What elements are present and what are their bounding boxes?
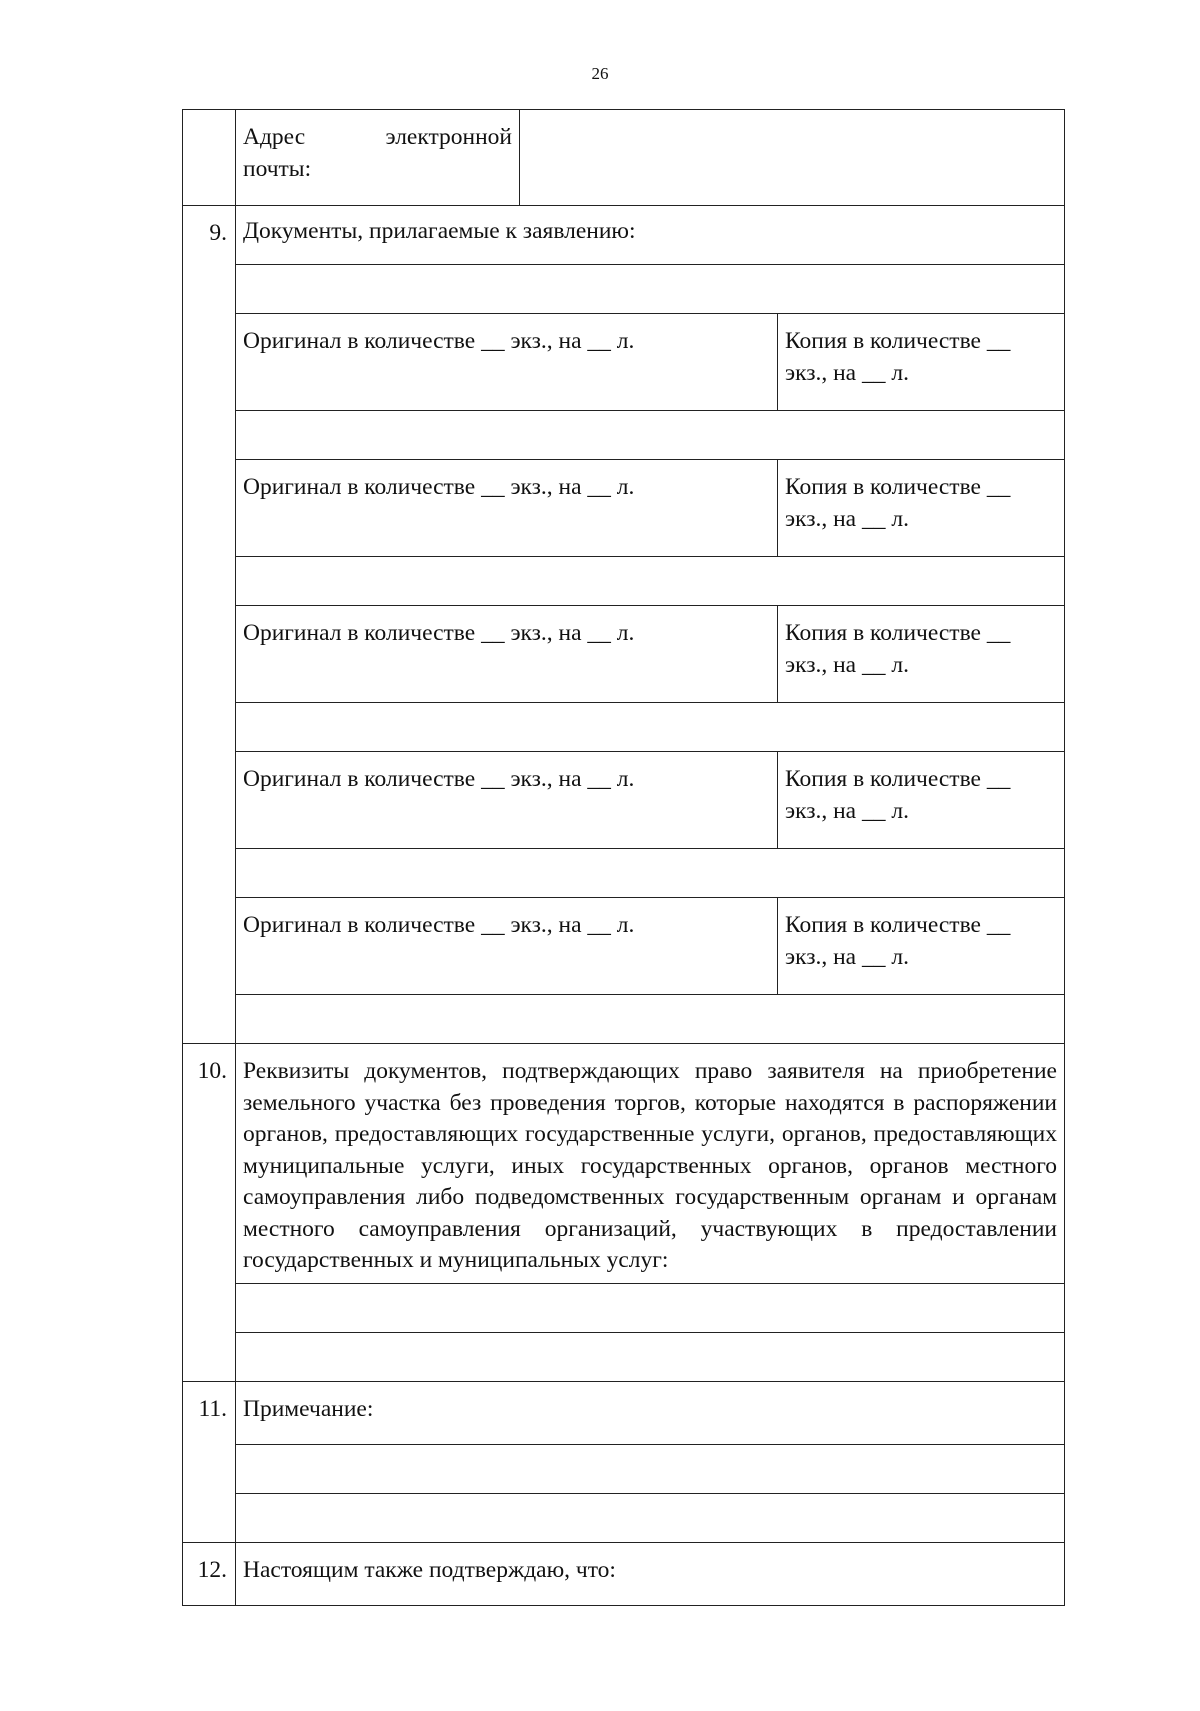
section-12-title: Настоящим также подтверждаю, что:: [236, 1542, 1065, 1605]
copy-line2: экз., на __ л.: [785, 359, 909, 386]
original-count-field[interactable]: Оригинал в количестве __ экз., на __ л.: [236, 606, 778, 703]
copy-line1: Копия в количестве __: [785, 474, 1011, 500]
section-9-title: Документы, прилагаемые к заявлению:: [236, 206, 1065, 265]
section-11-number: 11.: [183, 1381, 236, 1542]
copy-line1: Копия в количестве __: [785, 328, 1011, 354]
section-10-text: Реквизиты документов, подтверждающих право заявителя на приобретение земельного участка без проведения торгов, которые находятся в распоряжении органов, предоставляющих государственные услуги, органов, предоставляющих муниципальные услуги, иных государственных органов, органов местного самоуправления либо подведомственных государственным органам и органам местного самоуправления организаций, участвующих в предоставлении государственных и муниципальных услуг:: [236, 1044, 1065, 1284]
copy-line2: экз., на __ л.: [785, 651, 909, 678]
email-label: [236, 110, 520, 206]
section-10-header-row: [183, 1044, 1065, 1284]
document-row: [183, 460, 1065, 557]
section-11-header-row: [183, 1381, 1065, 1444]
application-form-table: [182, 109, 1065, 1606]
section-9-header-row: [183, 206, 1065, 265]
email-row: [183, 110, 1065, 206]
original-count-field[interactable]: Оригинал в количестве __ экз., на __ л.: [236, 898, 778, 995]
document-row: [183, 314, 1065, 411]
document-name-field[interactable]: [236, 557, 1065, 606]
document-name-field[interactable]: [236, 265, 1065, 314]
email-field[interactable]: [520, 110, 1065, 206]
section-9-number: 9.: [183, 206, 236, 1044]
page-number: 26: [591, 64, 609, 83]
copy-line1: Копия в количестве __: [785, 766, 1011, 792]
copy-count-field[interactable]: [778, 314, 1065, 411]
document-row: [183, 752, 1065, 849]
email-label-line1: Адрес электронной: [243, 124, 512, 150]
document-name-field[interactable]: [236, 849, 1065, 898]
section-11-title: Примечание:: [236, 1381, 1065, 1444]
email-label-line2: почты:: [243, 155, 312, 182]
copy-line2: экз., на __ л.: [785, 797, 909, 824]
document-name-field[interactable]: [236, 411, 1065, 460]
original-count-field[interactable]: Оригинал в количестве __ экз., на __ л.: [236, 314, 778, 411]
copy-line1: Копия в количестве __: [785, 912, 1011, 938]
copy-count-field[interactable]: [778, 752, 1065, 849]
copy-line2: экз., на __ л.: [785, 943, 909, 970]
document-name-field[interactable]: [236, 703, 1065, 752]
copy-line1: Копия в количестве __: [785, 620, 1011, 646]
note-field[interactable]: [236, 1444, 1065, 1493]
section-10-number: 10.: [183, 1044, 236, 1382]
original-count-field[interactable]: Оригинал в количестве __ экз., на __ л.: [236, 460, 778, 557]
document-row: [183, 606, 1065, 703]
document-name-field[interactable]: [236, 995, 1065, 1044]
section-12-header-row: [183, 1542, 1065, 1605]
note-field[interactable]: [236, 1493, 1065, 1542]
document-row: [183, 898, 1065, 995]
original-count-field[interactable]: Оригинал в количестве __ экз., на __ л.: [236, 752, 778, 849]
section-12-number: 12.: [183, 1542, 236, 1605]
copy-count-field[interactable]: [778, 898, 1065, 995]
copy-line2: экз., на __ л.: [785, 505, 909, 532]
copy-count-field[interactable]: [778, 460, 1065, 557]
copy-count-field[interactable]: [778, 606, 1065, 703]
row-number-empty: [183, 110, 236, 206]
requisites-field[interactable]: [236, 1332, 1065, 1381]
requisites-field[interactable]: [236, 1283, 1065, 1332]
